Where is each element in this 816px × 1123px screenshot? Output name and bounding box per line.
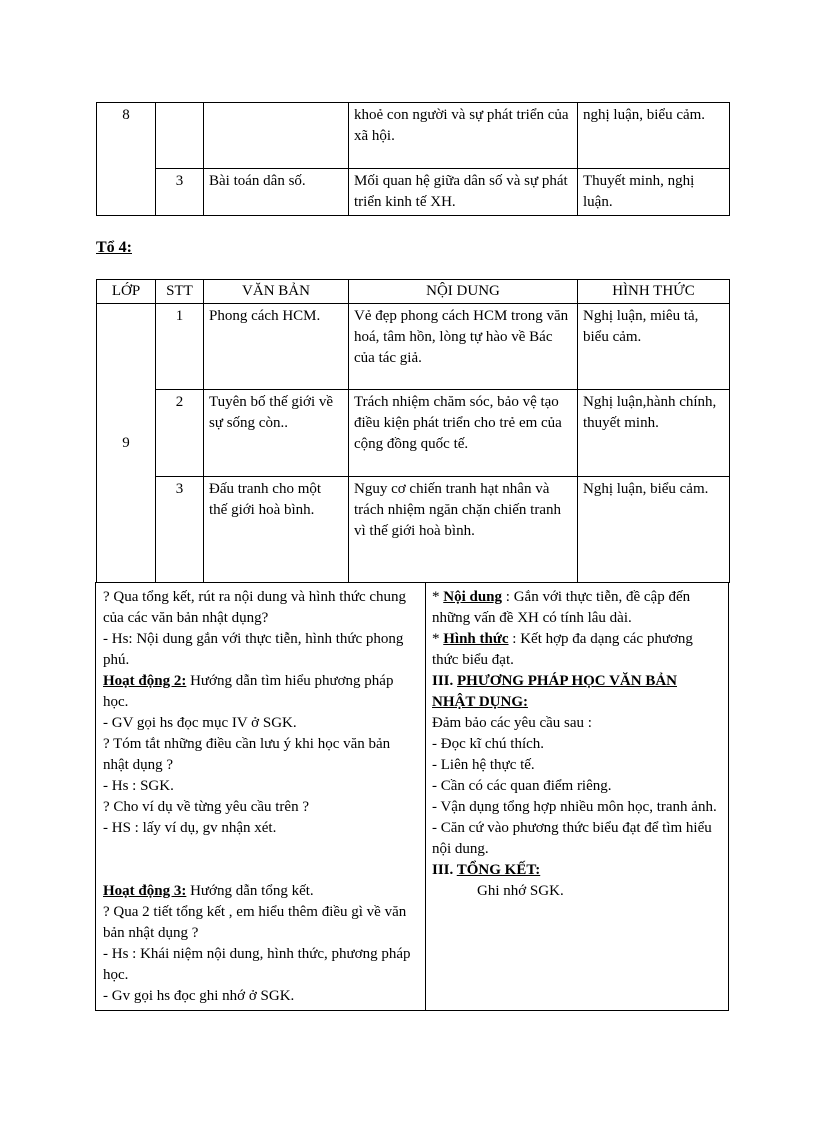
answer-text: - Hs: Nội dung gắn với thực tiễn, hình thức phong phú.: [103, 631, 404, 668]
activity-3-label: Hoạt động 3:: [103, 883, 187, 899]
answer-text: - Hs : SGK.: [103, 778, 174, 794]
van-ban-cell: Tuyên bố thế giới về sự sống còn..: [204, 390, 349, 477]
section-heading: PHƯƠNG PHÁP HỌC VĂN BẢN NHẬT DỤNG:: [432, 673, 678, 710]
stt-cell: 2: [156, 390, 204, 477]
top-noi-dung-cell: Mối quan hệ giữa dân số và sự phát triển kinh tế XH.: [349, 169, 578, 216]
content-summary: [432, 587, 722, 629]
section-iii-summary: [432, 860, 722, 881]
hinh-thuc-cell: Nghị luận,hành chính, thuyết minh.: [578, 390, 730, 477]
requirement-item: - Căn cứ vào phương thức biểu đạt để tìm hiểu nội dung.: [432, 820, 712, 857]
hinh-thuc-cell: Nghị luận, miêu tả, biểu cảm.: [578, 304, 730, 390]
question-text: ? Tóm tắt những điều cần lưu ý khi học văn bản nhật dụng ?: [103, 736, 391, 773]
activity-2: [103, 671, 415, 713]
van-ban-cell: Đấu tranh cho một thế giới hoà bình.: [204, 477, 349, 583]
van-ban-cell: Phong cách HCM.: [204, 304, 349, 390]
requirement-item: - Vận dụng tổng hợp nhiều môn học, tranh ảnh.: [432, 799, 717, 815]
instruction-text: - GV gọi hs đọc mục IV ở SGK.: [103, 715, 297, 731]
bullet-star: *: [432, 631, 444, 647]
header-noi-dung: NỘI DUNG: [349, 280, 578, 304]
header-hinh-thuc: HÌNH THỨC: [578, 280, 730, 304]
form-text: : Kết hợp đa dạng các phương thức biểu đạt.: [432, 631, 693, 668]
section-number: III.: [432, 673, 458, 689]
question-text: ? Cho ví dụ về từng yêu cầu trên ?: [103, 799, 309, 815]
noi-dung-cell: Vẻ đẹp phong cách HCM trong văn hoá, tâm hồn, lòng tự hào về Bác của tác giả.: [349, 304, 578, 390]
instruction-text: - Gv gọi hs đọc ghi nhớ ở SGK.: [103, 988, 295, 1004]
top-stt-cell: 3: [156, 169, 204, 216]
group4-table: [96, 279, 730, 583]
requirement-item: - Liên hệ thực tế.: [432, 757, 535, 773]
activity-2-label: Hoạt động 2:: [103, 673, 187, 689]
requirement-intro: Đảm bảo các yêu cầu sau :: [432, 715, 592, 731]
activity-2-text: Hướng dẫn tìm hiểu phương pháp học.: [103, 673, 394, 710]
noi-dung-cell: Trách nhiệm chăm sóc, bảo vệ tạo điều kiện phát triển cho trẻ em của cộng đồng quốc tế.: [349, 390, 578, 477]
header-lop: LỚP: [97, 280, 156, 304]
header-van-ban: VĂN BẢN: [204, 280, 349, 304]
top-van-ban-cell: Bài toán dân số.: [204, 169, 349, 216]
section-title: Tổ 4:: [96, 239, 132, 256]
column-divider: [425, 582, 426, 1010]
top-hinh-thuc-cell: nghị luận, biểu cảm.: [578, 103, 730, 169]
header-stt: STT: [156, 280, 204, 304]
question-text: ? Qua 2 tiết tổng kết , em hiểu thêm điều gì về văn bản nhật dụng ?: [103, 904, 407, 941]
answer-text: - HS : lấy ví dụ, gv nhận xét.: [103, 820, 277, 836]
noi-dung-cell: Nguy cơ chiến tranh hạt nhân và trách nhiệm ngăn chặn chiến tranh vì thế giới hoà bình.: [349, 477, 578, 583]
requirement-item: - Cần có các quan điểm riêng.: [432, 778, 612, 794]
requirement-item: - Đọc kĩ chú thích.: [432, 736, 545, 752]
top-table: [96, 102, 730, 216]
content-label: Nội dung: [443, 589, 503, 605]
top-van-ban-cell: [204, 103, 349, 169]
top-hinh-thuc-cell: Thuyết minh, nghị luận.: [578, 169, 730, 216]
section-iii-method: [432, 671, 722, 713]
activity-3-text: Hướng dẫn tổng kết.: [186, 883, 314, 899]
form-label: Hình thức: [443, 631, 509, 647]
activities-column: [103, 587, 415, 1007]
hinh-thuc-cell: Nghị luận, biểu cảm.: [578, 477, 730, 583]
summary-note: Ghi nhớ SGK.: [477, 883, 564, 899]
lop-cell: 9: [97, 304, 156, 583]
spacer: [103, 839, 415, 881]
stt-cell: 3: [156, 477, 204, 583]
content-text: : Gắn với thực tiễn, đề cập đến những vấn đề XH có tính lâu dài.: [432, 589, 691, 626]
answer-text: - Hs : Khái niệm nội dung, hình thức, phương pháp học.: [103, 946, 411, 983]
top-noi-dung-cell: khoẻ con người và sự phát triển của xã hội.: [349, 103, 578, 169]
section-number: III.: [432, 862, 457, 878]
form-summary: [432, 629, 722, 671]
stt-cell: 1: [156, 304, 204, 390]
question-text: ? Qua tổng kết, rút ra nội dung và hình thức chung của các văn bản nhật dụng?: [103, 589, 407, 626]
activity-3: [103, 881, 415, 902]
content-column: [432, 587, 722, 902]
top-lop-cell: 8: [97, 103, 156, 216]
section-heading: TỔNG KẾT:: [456, 862, 541, 878]
bullet-star: *: [432, 589, 444, 605]
top-stt-cell: [156, 103, 204, 169]
